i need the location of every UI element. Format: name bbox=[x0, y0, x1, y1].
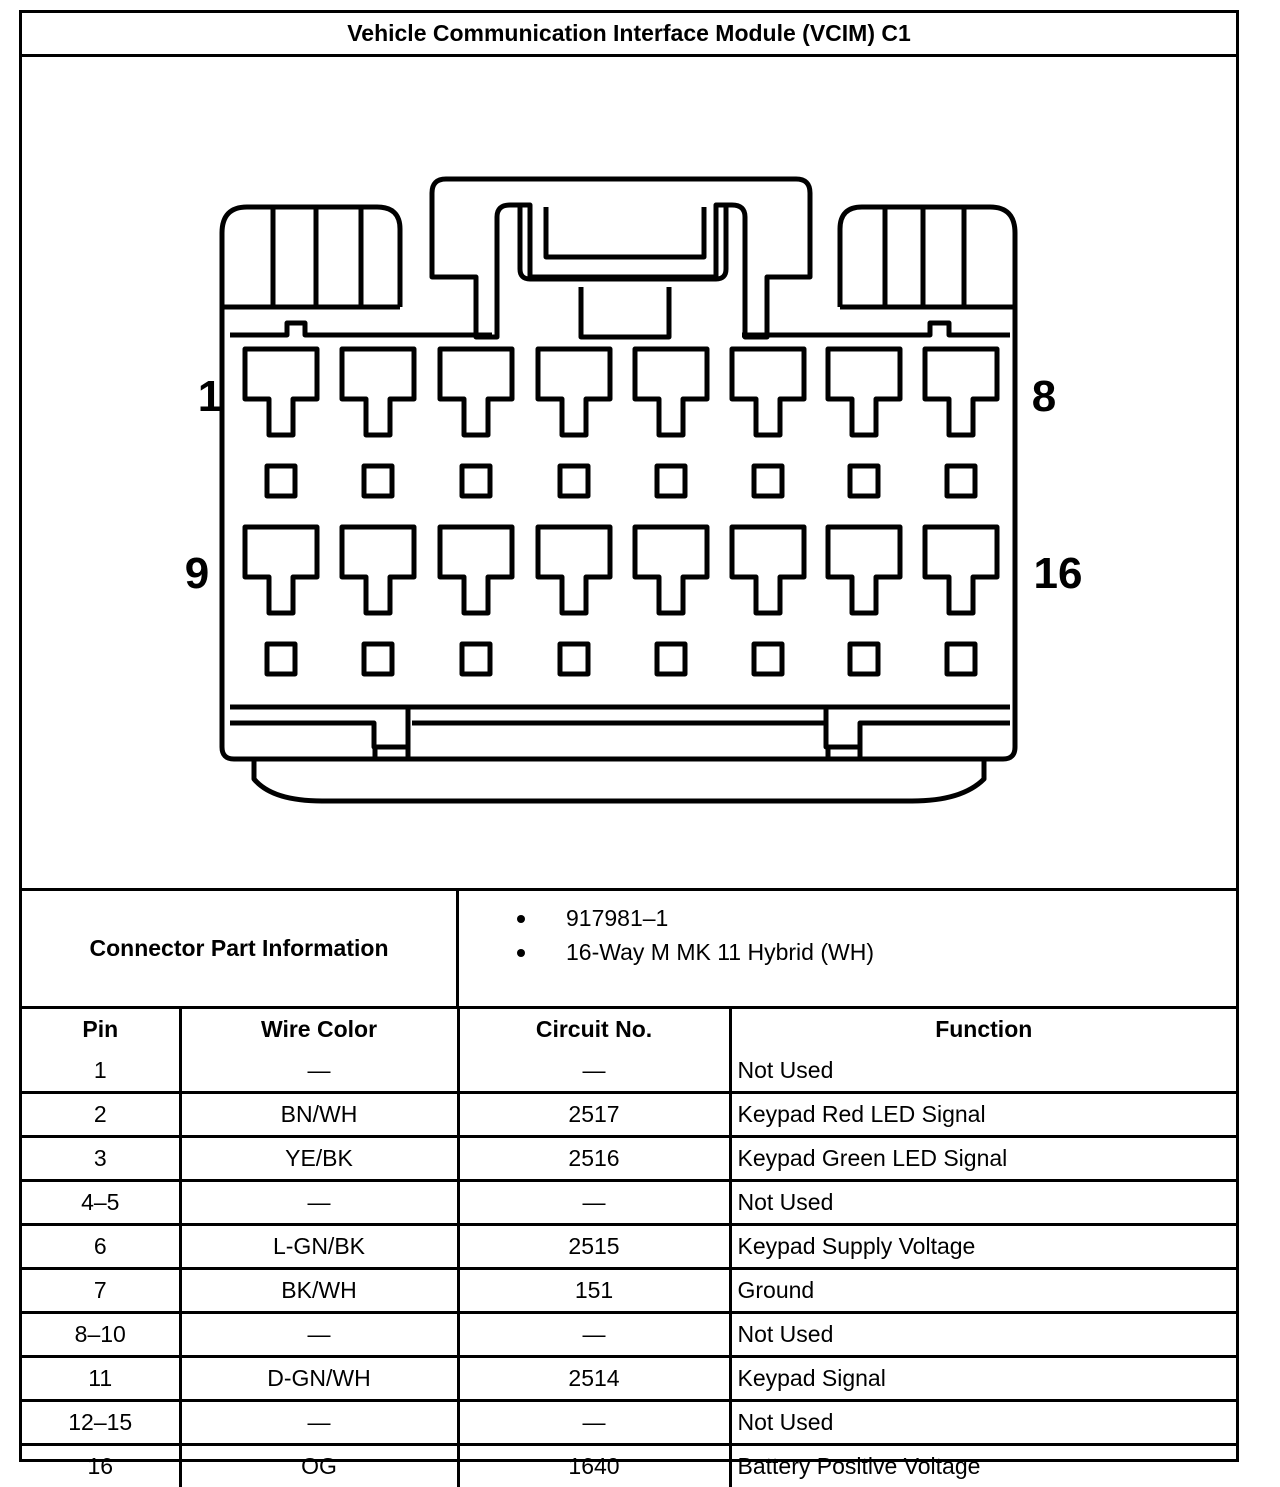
function-cell: Keypad Red LED Signal bbox=[730, 1093, 1236, 1137]
pin-label-9: 9 bbox=[185, 549, 209, 598]
terminal-cavity bbox=[538, 349, 610, 435]
terminal-cavity bbox=[828, 349, 900, 435]
function-cell: Not Used bbox=[730, 1050, 1236, 1093]
circuit-no-cell: 1640 bbox=[458, 1445, 730, 1487]
part-information-list bbox=[459, 891, 1236, 1016]
header-pin: Pin bbox=[22, 1009, 180, 1050]
function-cell: Not Used bbox=[730, 1401, 1236, 1445]
terminal-cavity bbox=[440, 527, 512, 613]
circuit-no-cell: 2516 bbox=[458, 1137, 730, 1181]
connector-face-drawing bbox=[22, 57, 1236, 891]
terminal-lock bbox=[267, 644, 295, 674]
function-cell: Ground bbox=[730, 1269, 1236, 1313]
wire-color-cell: D-GN/WH bbox=[180, 1357, 458, 1401]
circuit-no-cell: — bbox=[458, 1050, 730, 1093]
table-row bbox=[22, 1401, 1236, 1445]
pin-cell: 11 bbox=[22, 1357, 180, 1401]
pin-cell: 16 bbox=[22, 1445, 180, 1487]
terminal-cavity bbox=[245, 349, 317, 435]
function-cell: Not Used bbox=[730, 1313, 1236, 1357]
connector-shell bbox=[222, 177, 1015, 801]
pin-label-8: 8 bbox=[1032, 372, 1056, 421]
terminal-cavity bbox=[342, 349, 414, 435]
table-row bbox=[22, 1137, 1236, 1181]
terminal-cavity bbox=[635, 349, 707, 435]
wire-color-cell: L-GN/BK bbox=[180, 1225, 458, 1269]
pin-cell: 4–5 bbox=[22, 1181, 180, 1225]
wire-color-cell: BN/WH bbox=[180, 1093, 458, 1137]
pin-cell: 8–10 bbox=[22, 1313, 180, 1357]
page-title: Vehicle Communication Interface Module (VCIM) C1 bbox=[22, 13, 1236, 57]
table-row bbox=[22, 1313, 1236, 1357]
pin-table-header bbox=[22, 1009, 1236, 1050]
wire-color-cell: — bbox=[180, 1050, 458, 1093]
pin-cell: 12–15 bbox=[22, 1401, 180, 1445]
pin-cell: 3 bbox=[22, 1137, 180, 1181]
part-description: 16-Way M MK 11 Hybrid (WH) bbox=[459, 935, 1236, 969]
terminal-lock bbox=[850, 466, 878, 496]
terminal-cavity bbox=[635, 527, 707, 613]
terminal-cavity bbox=[732, 527, 804, 613]
wire-color-cell: — bbox=[180, 1181, 458, 1225]
pin-cell: 7 bbox=[22, 1269, 180, 1313]
wire-color-cell: OG bbox=[180, 1445, 458, 1487]
terminal-lock bbox=[560, 466, 588, 496]
pin-cell: 1 bbox=[22, 1050, 180, 1093]
connector-part-information bbox=[22, 888, 1236, 1009]
terminal-lock bbox=[947, 644, 975, 674]
function-cell: Battery Positive Voltage bbox=[730, 1445, 1236, 1487]
terminal-lock bbox=[364, 466, 392, 496]
table-row bbox=[22, 1093, 1236, 1137]
pin-table-body bbox=[22, 1050, 1236, 1487]
terminal-lock bbox=[754, 466, 782, 496]
terminal-cavity bbox=[925, 527, 997, 613]
table-row bbox=[22, 1225, 1236, 1269]
function-cell: Keypad Signal bbox=[730, 1357, 1236, 1401]
circuit-no-cell: 2517 bbox=[458, 1093, 730, 1137]
terminal-lock bbox=[560, 644, 588, 674]
terminal-lock bbox=[657, 644, 685, 674]
pin-cell: 6 bbox=[22, 1225, 180, 1269]
table-row bbox=[22, 1357, 1236, 1401]
wire-color-cell: — bbox=[180, 1313, 458, 1357]
header-circuit-no: Circuit No. bbox=[458, 1009, 730, 1050]
terminal-cavities bbox=[245, 349, 997, 674]
circuit-no-cell: — bbox=[458, 1181, 730, 1225]
circuit-no-cell: 151 bbox=[458, 1269, 730, 1313]
wire-color-cell: YE/BK bbox=[180, 1137, 458, 1181]
header-wire-color: Wire Color bbox=[180, 1009, 458, 1050]
terminal-lock bbox=[657, 466, 685, 496]
terminal-lock bbox=[267, 466, 295, 496]
pin-label-16: 16 bbox=[1034, 549, 1083, 598]
table-row bbox=[22, 1445, 1236, 1487]
terminal-cavity bbox=[732, 349, 804, 435]
circuit-no-cell: — bbox=[458, 1401, 730, 1445]
pin-table bbox=[22, 1009, 1236, 1487]
terminal-lock bbox=[754, 644, 782, 674]
table-row bbox=[22, 1050, 1236, 1093]
terminal-cavity bbox=[440, 349, 512, 435]
connector-face-svg bbox=[22, 57, 1236, 891]
connector-sheet bbox=[19, 10, 1239, 1462]
table-row bbox=[22, 1181, 1236, 1225]
wire-color-cell: — bbox=[180, 1401, 458, 1445]
circuit-no-cell: 2514 bbox=[458, 1357, 730, 1401]
terminal-lock bbox=[364, 644, 392, 674]
pin-label-1: 1 bbox=[198, 372, 222, 421]
part-number: 917981–1 bbox=[459, 901, 1236, 935]
terminal-cavity bbox=[245, 527, 317, 613]
wire-color-cell: BK/WH bbox=[180, 1269, 458, 1313]
terminal-cavity bbox=[828, 527, 900, 613]
terminal-cavity bbox=[342, 527, 414, 613]
terminal-lock bbox=[462, 466, 490, 496]
terminal-lock bbox=[947, 466, 975, 496]
table-row bbox=[22, 1269, 1236, 1313]
pin-cell: 2 bbox=[22, 1093, 180, 1137]
circuit-no-cell: 2515 bbox=[458, 1225, 730, 1269]
terminal-cavity bbox=[538, 527, 610, 613]
terminal-lock bbox=[850, 644, 878, 674]
function-cell: Not Used bbox=[730, 1181, 1236, 1225]
terminal-lock bbox=[462, 644, 490, 674]
function-cell: Keypad Supply Voltage bbox=[730, 1225, 1236, 1269]
terminal-cavity bbox=[925, 349, 997, 435]
function-cell: Keypad Green LED Signal bbox=[730, 1137, 1236, 1181]
part-information-label: Connector Part Information bbox=[22, 891, 459, 1006]
header-function: Function bbox=[730, 1009, 1236, 1050]
circuit-no-cell: — bbox=[458, 1313, 730, 1357]
